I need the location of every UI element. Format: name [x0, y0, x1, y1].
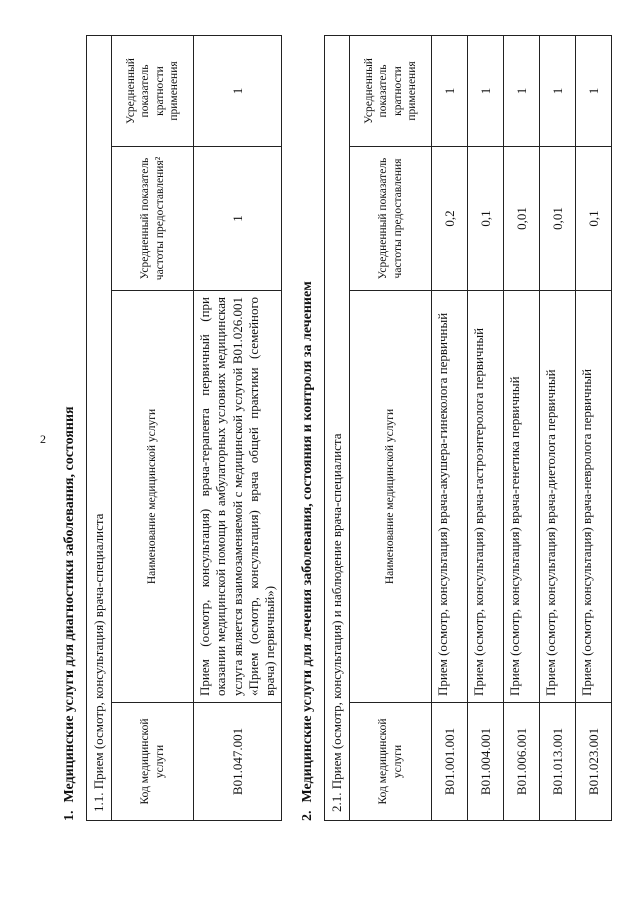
service-name: Прием (осмотр, консультация) врача-акушера-гинеколога первичный: [432, 291, 468, 703]
service-code: B01.047.001: [194, 703, 282, 821]
table-row: [504, 35, 540, 820]
multiplicity-value: 1: [540, 35, 576, 146]
section-2-heading: [300, 281, 316, 821]
table-row: [540, 35, 576, 820]
multiplicity-value: 1: [194, 35, 282, 146]
section-1-subsection: 1.1. Прием (осмотр, консультация) врача-специалиста: [87, 35, 112, 820]
header-code: Код медицинской услуги: [112, 703, 194, 821]
table-row: [468, 35, 504, 820]
table-row: [576, 35, 612, 820]
section-2-number: 2.: [300, 810, 315, 821]
table-row: [432, 35, 468, 820]
multiplicity-value: 1: [504, 35, 540, 146]
service-code: B01.004.001: [468, 703, 504, 821]
service-code: B01.023.001: [576, 703, 612, 821]
service-code: B01.013.001: [540, 703, 576, 821]
service-name: Прием (осмотр, консультация) врача-диетолога первичный: [540, 291, 576, 703]
header-multiplicity: Усредненный показатель кратности применения: [350, 35, 432, 146]
header-frequency: Усредненный показатель частоты предоставления²: [112, 147, 194, 291]
section-2-subsection-row: [325, 35, 350, 820]
section-1-number: 1.: [62, 810, 77, 821]
section-1-heading: [62, 406, 78, 821]
frequency-value: 0,1: [576, 147, 612, 291]
header-frequency: Усредненный показатель частоты предоставления: [350, 147, 432, 291]
section-2-title: Медицинские услуги для лечения заболевания, состояния и контроля за лечением: [300, 281, 315, 803]
frequency-value: 0,01: [504, 147, 540, 291]
section-2-header-row: [350, 35, 432, 820]
section-1-table: [86, 35, 282, 821]
service-name: Прием (осмотр, консультация) врача-терапевта первичный (при оказании медицинской помощи в амбулаторных условиях медицинская услуга является взаимозаменяемой с медицинской услугой B01.026.001 «Прием (осмотр, консультация) врача общей практики (семейного врача) первичный»): [194, 291, 282, 703]
header-name: Наименование медицинской услуги: [112, 291, 194, 703]
section-1-header-row: [112, 35, 194, 820]
service-code: B01.006.001: [504, 703, 540, 821]
multiplicity-value: 1: [576, 35, 612, 146]
service-name: Прием (осмотр, консультация) врача-генетика первичный: [504, 291, 540, 703]
page-number: 2: [40, 432, 46, 446]
frequency-value: 1: [194, 147, 282, 291]
header-code: Код медицинской услуги: [350, 703, 432, 821]
service-name: Прием (осмотр, консультация) врача-невролога первичный: [576, 291, 612, 703]
section-2-table: [324, 35, 612, 821]
section-1-title: Медицинские услуги для диагностики заболевания, состояния: [62, 406, 77, 803]
section-1-subsection-row: [87, 35, 112, 820]
service-code: B01.001.001: [432, 703, 468, 821]
header-name: Наименование медицинской услуги: [350, 291, 432, 703]
frequency-value: 0,01: [540, 147, 576, 291]
service-name: Прием (осмотр, консультация) врача-гастроэнтеролога первичный: [468, 291, 504, 703]
multiplicity-value: 1: [432, 35, 468, 146]
header-multiplicity: Усредненный показатель кратности применения: [112, 35, 194, 146]
section-2-subsection: 2.1. Прием (осмотр, консультация) и наблюдение врача-специалиста: [325, 35, 350, 820]
multiplicity-value: 1: [468, 35, 504, 146]
table-row: [194, 35, 282, 820]
frequency-value: 0,1: [468, 147, 504, 291]
frequency-value: 0,2: [432, 147, 468, 291]
